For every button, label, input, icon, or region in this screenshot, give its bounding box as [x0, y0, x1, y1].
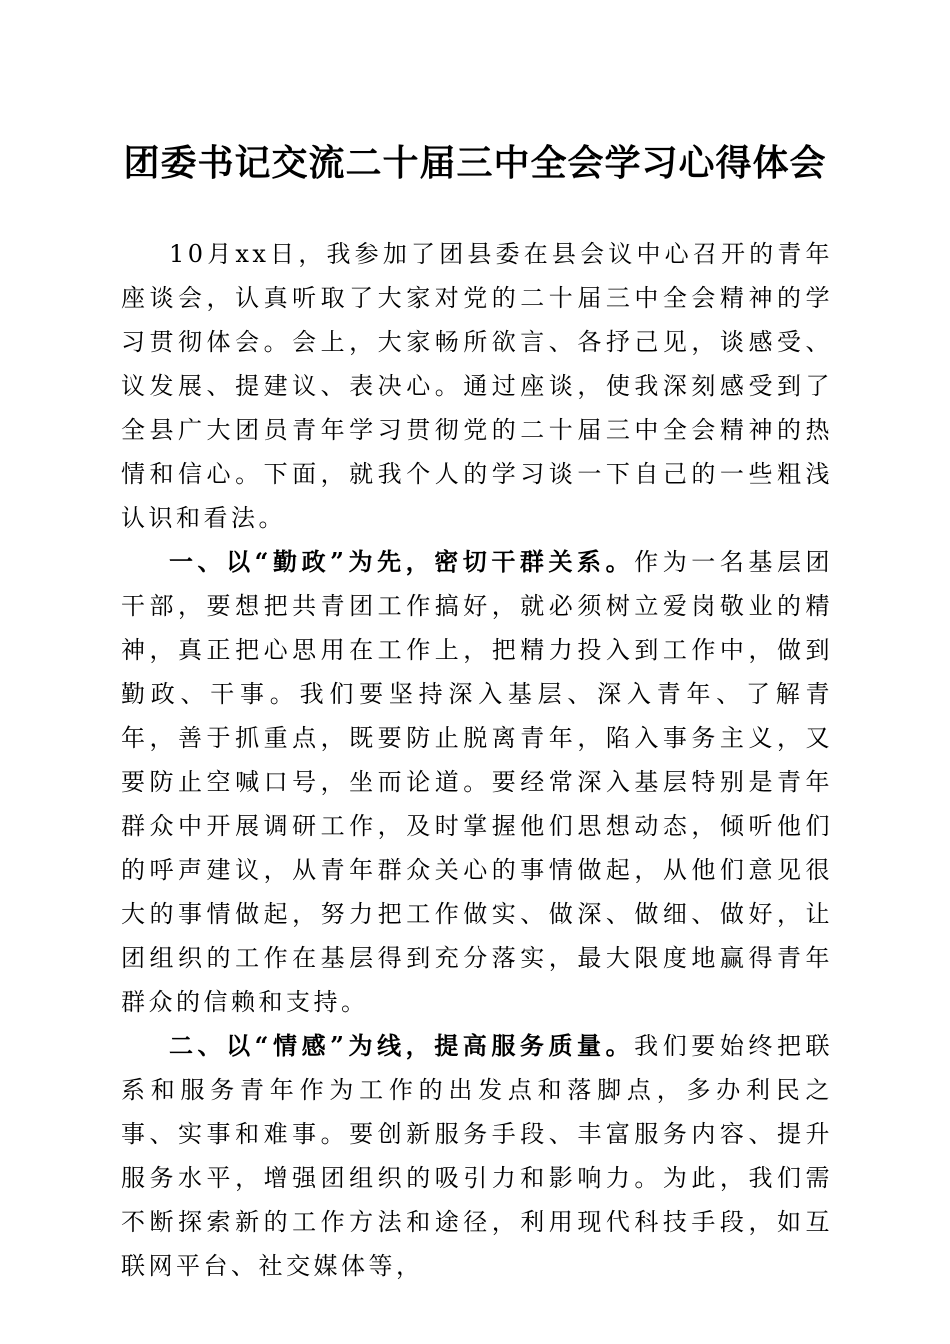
section-2-text: 我们要始终把联系和服务青年作为工作的出发点和落脚点，多办利民之事、实事和难事。要创新服务手段、丰富服务内容、提升服务水平，增强团组织的吸引力和影响力。为此，我们需不断探索新的工作方法和途径，利用现代科技手段，如互联网平台、社交媒体等，: [121, 1032, 834, 1280]
document-title: 团委书记交流二十届三中全会学习心得体会: [123, 142, 827, 184]
section-2-paragraph: [121, 1024, 833, 1288]
section-1-heading: 一、以“勤政”为先，密切干群关系。: [169, 547, 635, 576]
document-body: [121, 232, 833, 1288]
section-2-heading: 二、以“情感”为线，提高服务质量。: [169, 1031, 635, 1060]
section-1-text: 作为一名基层团干部，要想把共青团工作搞好，就必须树立爱岗敬业的精神，真正把心思用在工作上，把精力投入到工作中，做到勤政、干事。我们要坚持深入基层、深入青年、了解青年，善于抓重点，既要防止脱离青年，陷入事务主义，又要防止空喊口号，坐而论道。要经常深入基层特别是青年群众中开展调研工作，及时掌握他们思想动态，倾听他们的呼声建议，从青年群众关心的事情做起，从他们意见很大的事情做起，努力把工作做实、做深、做细、做好，让团组织的工作在基层得到充分落实，最大限度地赢得青年群众的信赖和支持。: [121, 548, 834, 1016]
section-1-paragraph: [121, 540, 833, 1024]
intro-paragraph: 10月xx日，我参加了团县委在县会议中心召开的青年座谈会，认真听取了大家对党的二十届三中全会精神的学习贯彻体会。会上，大家畅所欲言、各抒己见，谈感受、议发展、提建议、表决心。通过座谈，使我深刻感受到了全县广大团员青年学习贯彻党的二十届三中全会精神的热情和信心。下面，就我个人的学习谈一下自己的一些粗浅认识和看法。: [121, 240, 833, 532]
